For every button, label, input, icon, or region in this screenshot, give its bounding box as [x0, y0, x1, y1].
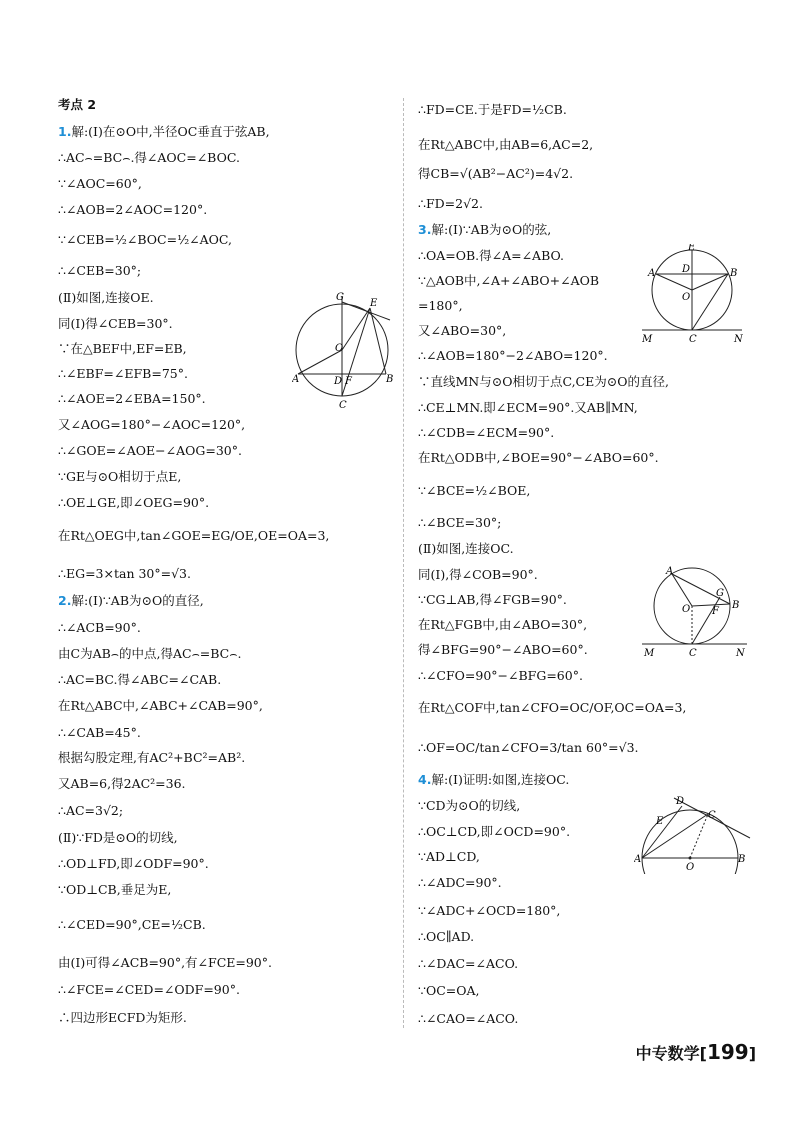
text-line [418, 929, 474, 945]
text-line [418, 541, 514, 557]
text-line [58, 856, 209, 872]
line-text: ∴OA=OB.得∠A=∠ABO. [418, 248, 564, 263]
line-text: ∴∠CFO=90°−∠BFG=60°. [418, 668, 583, 683]
text-line [58, 495, 209, 511]
line-text: ∵∠AOC=60°, [58, 176, 142, 191]
line-text: 又AB=6,得2AC²=36. [58, 776, 186, 791]
fig1-label: C [339, 400, 347, 411]
line-text: ∴四边形ECFD为矩形. [58, 1010, 187, 1025]
text-line [58, 528, 329, 544]
line-text: 由C为AB⌢的中点,得AC⌢=BC⌢. [58, 646, 242, 661]
text-line [418, 772, 569, 788]
line-text: ∵CD为⊙O的切线, [418, 798, 521, 813]
line-text: ∴OF=OC/tan∠CFO=3/tan 60°=√3. [418, 740, 639, 755]
fig3-label: N [736, 648, 745, 659]
text-line [418, 166, 573, 182]
fig1-label: F [345, 376, 352, 387]
line-text: ∵AD⊥CD, [418, 849, 480, 864]
text-line [58, 750, 245, 766]
text-line [418, 196, 483, 212]
line-text: =180°, [418, 298, 463, 313]
fig2-label: D [682, 264, 691, 275]
text-line [58, 290, 154, 306]
line-text: ∴FD=CE.于是FD=½CB. [418, 102, 567, 117]
text-line [418, 273, 599, 289]
fig4-label: C [708, 810, 716, 821]
line-text: ∴AC=BC.得∠ABC=∠CAB. [58, 672, 222, 687]
line-text: ∴FD=2√2. [418, 196, 483, 211]
line-text: ∵∠CEB=½∠BOC=½∠AOC, [58, 232, 233, 247]
text-line [418, 374, 669, 390]
text-line [58, 672, 221, 688]
page-number-bracket: ] [748, 1044, 756, 1063]
text-line [58, 982, 240, 998]
text-line [418, 875, 502, 891]
fig4-label: E [656, 816, 664, 827]
text-line [58, 725, 141, 741]
line-text: ∵OD⊥CB,垂足为E, [58, 882, 172, 897]
line-text: 在Rt△ODB中,∠BOE=90°−∠ABO=60°. [418, 450, 659, 465]
fig2-label: M [642, 334, 653, 344]
text-line [418, 400, 638, 416]
text-line [418, 323, 506, 339]
line-text: ∵∠ADC+∠OCD=180°, [418, 903, 561, 918]
text-line [418, 903, 560, 919]
text-line [418, 592, 567, 608]
text-line [58, 150, 240, 166]
fig3-label: B [732, 600, 740, 611]
line-text: ∴OE⊥GE,即∠OEG=90°. [58, 495, 210, 510]
question-number: 1. [58, 124, 72, 139]
line-text: ∴OD⊥FD,即∠ODF=90°. [58, 856, 209, 871]
text-line [418, 668, 583, 684]
column-divider [403, 98, 404, 1028]
line-text: 又∠AOG=180°−∠AOC=120°, [58, 417, 246, 432]
line-text: ∴∠EBF=∠EFB=75°. [58, 366, 188, 381]
line-text: ∴∠ADC=90°. [418, 875, 502, 890]
text-line [418, 425, 554, 441]
text-line [418, 983, 480, 999]
line-text: ∵OC=OA, [418, 983, 480, 998]
text-line [418, 700, 686, 716]
fig1-label: B [386, 374, 394, 385]
line-text: ∵△AOB中,∠A+∠ABO+∠AOB [418, 273, 600, 288]
line-text: ∴∠CAO=∠ACO. [418, 1011, 519, 1026]
line-text: 同(Ⅰ)得∠CEB=30°. [58, 316, 173, 331]
text-line [58, 955, 272, 971]
line-text: ∴∠AOB=180°−2∠ABO=120°. [418, 348, 608, 363]
text-line [58, 917, 206, 933]
text-line [418, 740, 639, 756]
line-text: ∵直线MN与⊙O相切于点C,CE为⊙O的直径, [418, 374, 669, 389]
line-text: 得∠BFG=90°−∠ABO=60°. [418, 642, 588, 657]
fig2-label: O [682, 292, 691, 303]
line-text: ∴∠CED=90°,CE=½CB. [58, 917, 206, 932]
fig4-label: O [686, 862, 695, 873]
line-text: 在Rt△COF中,tan∠CFO=OC/OF,OC=OA=3, [418, 700, 687, 715]
line-text: ∴OC⊥CD,即∠OCD=90°. [418, 824, 571, 839]
fig2-label: E [688, 244, 696, 253]
line-text: ∴CE⊥MN.即∠ECM=90°.又AB∥MN, [418, 400, 638, 415]
text-line [418, 642, 588, 658]
text-line [418, 1011, 518, 1027]
page-number: 199 [706, 1040, 749, 1064]
line-text: ∴∠CAB=45°. [58, 725, 141, 740]
text-line [58, 803, 123, 819]
line-text: ∴AC⌢=BC⌢.得∠AOC=∠BOC. [58, 150, 240, 165]
question-number: 2. [58, 593, 72, 608]
fig4-label: A [634, 854, 642, 865]
fig3-label: F [712, 606, 719, 617]
text-line [418, 450, 659, 466]
figure-3 [642, 564, 757, 659]
text-line [58, 124, 270, 140]
text-line [418, 617, 587, 633]
line-text: ∴∠ACB=90°. [58, 620, 141, 635]
figure-2 [642, 244, 752, 344]
line-text: ∴∠CEB=30°; [58, 263, 142, 278]
page-footer [636, 1040, 756, 1064]
line-text: 又∠ABO=30°, [418, 323, 507, 338]
text-line [58, 316, 173, 332]
line-text: ∴AC=3√2; [58, 803, 124, 818]
line-text: ∴∠CDB=∠ECM=90°. [418, 425, 555, 440]
text-line [58, 341, 187, 357]
text-line [58, 97, 96, 113]
fig3-label: G [716, 588, 724, 599]
figure-1 [292, 292, 402, 412]
line-text: ∵GE与⊙O相切于点E, [58, 469, 182, 484]
text-line [418, 515, 501, 531]
text-line [58, 232, 232, 248]
line-text: ∴∠BCE=30°; [418, 515, 502, 530]
text-line [58, 443, 242, 459]
line-text: 由(Ⅰ)可得∠ACB=90°,有∠FCE=90°. [58, 955, 272, 970]
text-line [418, 102, 567, 118]
fig2-label: A [648, 268, 656, 279]
text-line [58, 1010, 187, 1026]
line-text: 得CB=√(AB²−AC²)=4√2. [418, 166, 574, 181]
text-line [418, 298, 463, 314]
line-text: ∵∠BCE=½∠BOE, [418, 483, 531, 498]
fig1-label: E [370, 298, 378, 309]
text-line [418, 222, 551, 238]
text-line [58, 176, 142, 192]
line-text: (Ⅱ)如图,连接OC. [418, 541, 514, 556]
text-line [58, 366, 188, 382]
line-text: (Ⅱ)∵FD是⊙O的切线, [58, 830, 178, 845]
text-line [58, 593, 204, 609]
fig4-label: B [738, 854, 746, 865]
line-text: ∴∠FCE=∠CED=∠ODF=90°. [58, 982, 240, 997]
text-line [58, 698, 263, 714]
fig4-label: D [676, 796, 685, 807]
line-text: ∴∠GOE=∠AOE−∠AOG=30°. [58, 443, 242, 458]
line-text: 解:(Ⅰ)∵AB为⊙O的弦, [431, 222, 552, 237]
text-line [418, 849, 480, 865]
fig1-label: O [335, 343, 344, 354]
fig3-label: O [682, 604, 691, 615]
line-text: (Ⅱ)如图,连接OE. [58, 290, 154, 305]
text-line [58, 882, 171, 898]
line-text: 在Rt△ABC中,∠ABC+∠CAB=90°, [58, 698, 263, 713]
text-line [58, 263, 141, 279]
fig3-label: C [689, 648, 697, 659]
line-text: 解:(Ⅰ)证明:如图,连接OC. [431, 772, 570, 787]
line-text: ∴∠AOE=2∠EBA=150°. [58, 391, 206, 406]
figure-4 [634, 794, 754, 874]
line-text: 解:(Ⅰ)在⊙O中,半径OC垂直于弦AB, [71, 124, 270, 139]
text-line [58, 776, 186, 792]
fig3-label: A [666, 566, 674, 577]
text-line [418, 567, 538, 583]
text-line [58, 202, 207, 218]
question-number: 3. [418, 222, 432, 237]
fig1-label: A [292, 374, 300, 385]
text-line [418, 956, 518, 972]
line-text: 解:(Ⅰ)∵AB为⊙O的直径, [71, 593, 204, 608]
page-number-bracket: [ [699, 1044, 707, 1063]
line-text: 同(Ⅰ),得∠COB=90°. [418, 567, 538, 582]
text-line [418, 483, 530, 499]
text-line [58, 391, 206, 407]
fig1-label: G [336, 292, 344, 303]
text-line [418, 824, 570, 840]
text-line [58, 417, 245, 433]
text-line [58, 566, 191, 582]
line-text: ∴∠DAC=∠ACO. [418, 956, 519, 971]
line-text: 在Rt△FGB中,由∠ABO=30°, [418, 617, 588, 632]
line-text: 在Rt△OEG中,tan∠GOE=EG/OE,OE=OA=3, [58, 528, 330, 543]
text-line [58, 620, 141, 636]
line-text: ∵CG⊥AB,得∠FGB=90°. [418, 592, 567, 607]
text-line [58, 830, 178, 846]
text-line [418, 248, 564, 264]
line-text: ∴∠AOB=2∠AOC=120°. [58, 202, 208, 217]
text-line [418, 798, 520, 814]
text-line [58, 646, 241, 662]
question-number: 4. [418, 772, 432, 787]
line-text: ∴EG=3×tan 30°=√3. [58, 566, 191, 581]
text-line [418, 348, 608, 364]
line-text: 在Rt△ABC中,由AB=6,AC=2, [418, 137, 594, 152]
fig2-label: C [689, 334, 697, 344]
line-text: 根据勾股定理,有AC²+BC²=AB². [58, 750, 246, 765]
text-line [58, 469, 181, 485]
fig2-label: B [730, 268, 738, 279]
footer-label: 中专数学 [635, 1044, 700, 1063]
line-text: ∵在△BEF中,EF=EB, [58, 341, 187, 356]
fig3-label: M [644, 648, 655, 659]
text-line [418, 137, 593, 153]
fig1-label: D [334, 376, 343, 387]
line-text: ∴OC∥AD. [418, 929, 475, 944]
fig2-label: N [734, 334, 743, 344]
line-text: 考点 2 [58, 97, 97, 112]
